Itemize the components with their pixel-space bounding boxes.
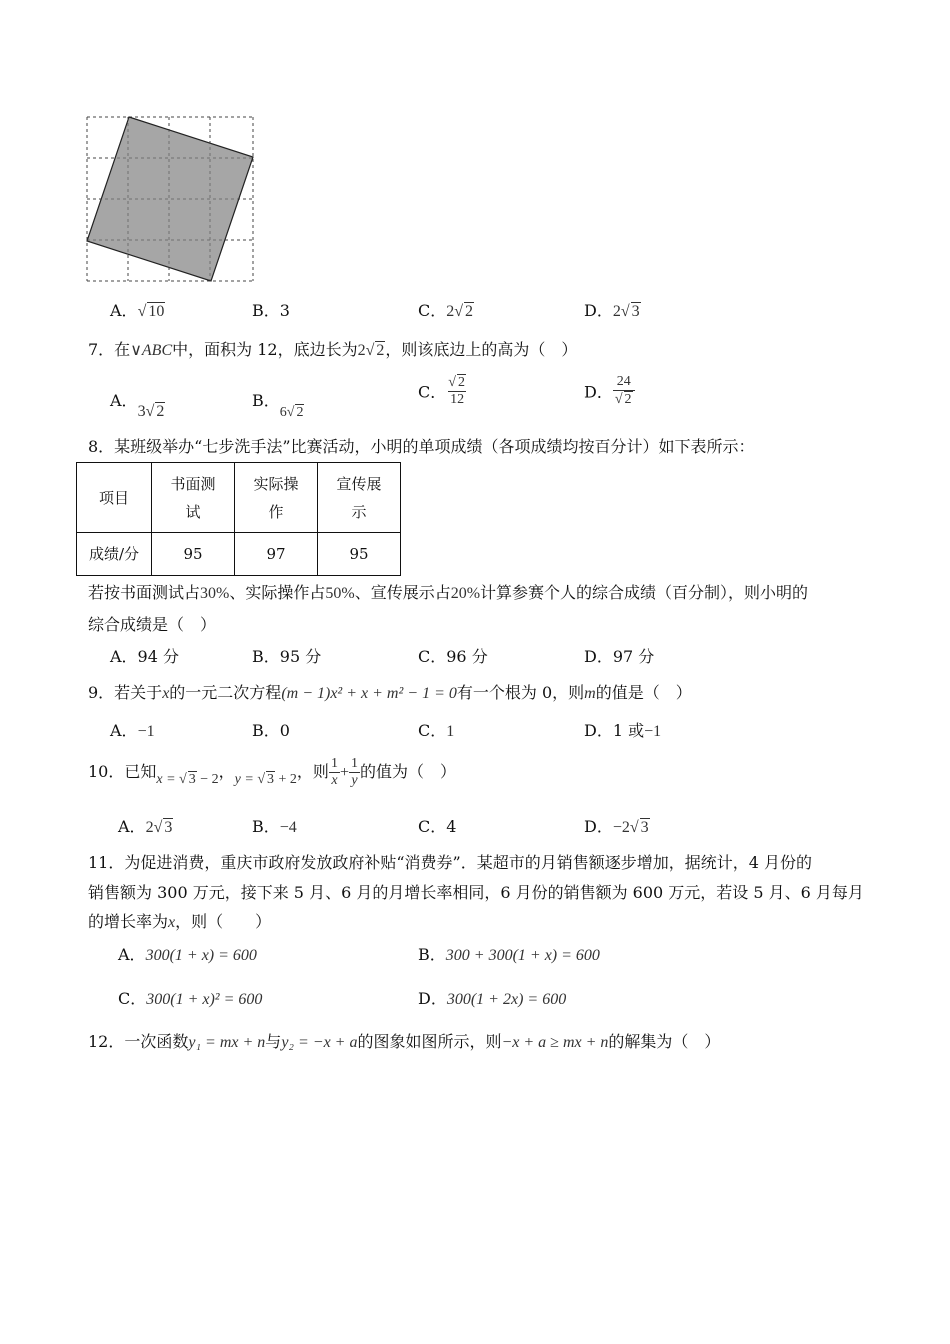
q6-option-d[interactable]: D．2√ 3 [584,301,640,320]
q7-option-d[interactable]: D． $\frac{24}{√ 2}$ [584,374,635,408]
table-header: 实际操 作 [235,463,318,533]
q9-stem: 9．若关于x的一元二次方程(m − 1)x² + x + m² − 1 = 0有一个根为 0，则m的值是（ ） [88,683,692,702]
q10-option-b[interactable]: B．−4 [252,817,297,836]
q8-stem: 8．某班级举办“七步洗手法”比赛活动，小明的单项成绩（各项成绩均按百分计）如下表所示： [88,437,755,456]
q11-line1: 11．为促进消费，重庆市政府发放政府补贴“消费券”．某超市的月销售额逐步增加，据统计，4 月份的 [88,853,812,872]
q12-stem: 12．一次函数y₁ = mx + n与y₂ = −x + a的图象如图所示，则−x + a ≥ mx + n的解集为（ ） [88,1032,721,1051]
q9-option-b[interactable]: B．0 [252,721,290,740]
q8-line2: 综合成绩是（ ） [88,615,217,634]
table-cell: 95 [318,533,401,576]
score-table [76,462,401,576]
q10-option-d[interactable]: D．−2√ 3 [584,817,649,836]
q11-option-a[interactable]: A．300(1 + x) = 600 [118,945,257,964]
q7-option-a[interactable]: A．3√ 2 [110,391,165,420]
grid-square-figure [86,116,256,284]
q10-option-a[interactable]: A．2√ 3 [118,817,173,836]
q6-option-a[interactable]: A．√ 10 [110,301,165,320]
q9-option-d[interactable]: D．1 或−1 [584,721,662,740]
table-cell: 97 [235,533,318,576]
q9-option-a[interactable]: A．−1 [110,721,155,740]
table-cell: 成绩/分 [77,533,152,576]
q7-option-c[interactable]: C． $\frac{√ 2}{12}$ [418,375,465,408]
q10-option-c[interactable]: C．4 [418,817,457,836]
q6-option-b[interactable]: B．3 [252,301,290,320]
q7-option-b[interactable]: B．6√ 2 [252,391,304,420]
q11-option-b[interactable]: B．300 + 300(1 + x) = 600 [418,945,600,964]
table-header: 项目 [77,463,152,533]
q7-stem: 7．在∨ABC中，面积为 12，底边长为2√ 2，则该底边上的高为（ ） [88,340,578,359]
q8-option-c[interactable]: C．96 分 [418,647,488,666]
table-header: 书面测 试 [152,463,235,533]
table-header: 宣传展 示 [318,463,401,533]
q10-stem: 10．已知x = √ 3 − 2，y = √ 3 + 2，则 $\frac{1}{x}$ + $\frac{1}{y}$ 的值为（ ） [88,755,456,788]
q6-option-c[interactable]: C．2√ 2 [418,301,474,320]
q8-option-d[interactable]: D．97 分 [584,647,655,666]
q11-option-c[interactable]: C．300(1 + x)² = 600 [118,989,263,1008]
table-cell: 95 [152,533,235,576]
q11-line3: 的增长率为x，则（ ） [88,912,272,931]
q8-option-b[interactable]: B．95 分 [252,647,322,666]
q9-option-c[interactable]: C．1 [418,721,455,740]
q8-weights-line: 若按书面测试占30%、实际操作占50%、宣传展示占20%计算参赛个人的综合成绩（百分制），则小明的 [88,583,809,602]
q11-option-d[interactable]: D．300(1 + 2x) = 600 [418,989,567,1008]
q8-option-a[interactable]: A．94 分 [110,647,180,666]
q11-line2: 销售额为 300 万元，接下来 5 月、6 月的月增长率相同，6 月份的销售额为 600 万元，若设 5 月、6 月每月 [88,883,864,902]
